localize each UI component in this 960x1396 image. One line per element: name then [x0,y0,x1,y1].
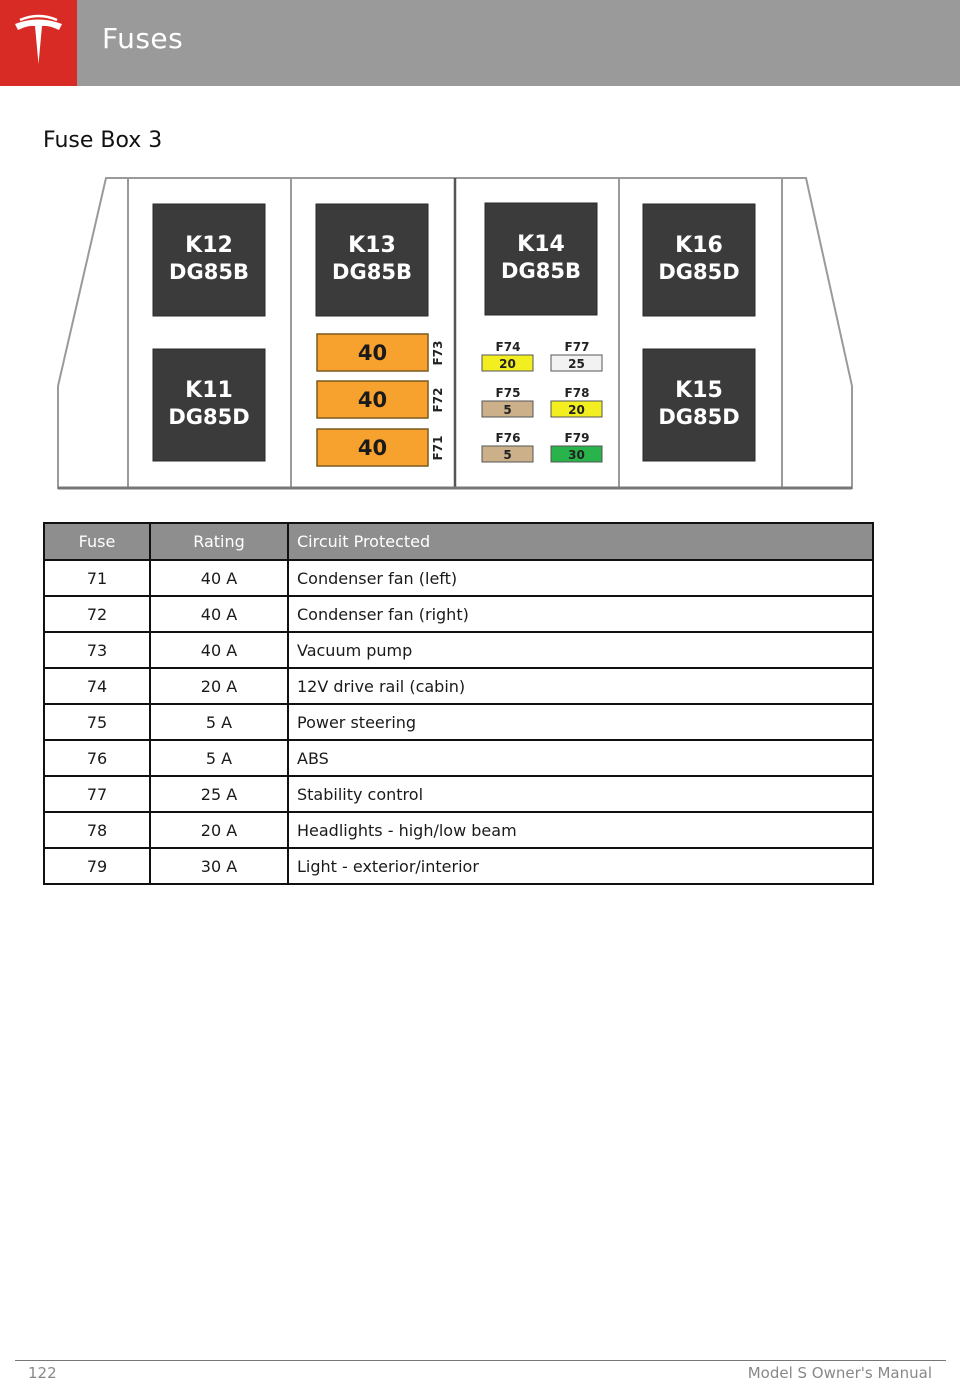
relay-part: DG85B [332,260,412,284]
relay-id: K14 [517,232,565,257]
relay-part: DG85D [658,405,740,429]
table-row [44,632,873,668]
fuse-id-label: F75 [495,386,521,400]
fuse-number: 78 [44,812,150,848]
fuse-id-label: F72 [431,387,445,413]
fuse-table [43,522,874,885]
footer-divider [15,1360,946,1361]
table-header-row [44,523,873,560]
fuse-f71 [317,429,445,466]
fuse-id-label: F76 [495,431,521,445]
fuse-rating-label: 40 [357,436,388,460]
circuit-protected: ABS [288,740,873,776]
table-row [44,848,873,884]
fuse-rating: 40 A [150,632,288,668]
table-row [44,704,873,740]
page-title: Fuses [102,22,184,55]
table-row [44,560,873,596]
table-row [44,596,873,632]
tesla-logo-icon [13,14,64,70]
page-header [0,0,960,86]
circuit-protected: 12V drive rail (cabin) [288,668,873,704]
fuse-id-label: F79 [564,431,590,445]
section-title: Fuse Box 3 [43,128,163,153]
fuse-box-diagram [56,176,856,492]
circuit-protected: Stability control [288,776,873,812]
fuse-rating-label: 5 [503,403,512,417]
fuse-rating-label: 40 [357,341,388,365]
fuse-rating-label: 5 [503,448,512,462]
relay-id: K16 [675,233,723,258]
fuse-rating: 40 A [150,596,288,632]
circuit-protected: Condenser fan (left) [288,560,873,596]
fuse-rating: 30 A [150,848,288,884]
relay-k15 [643,349,755,461]
relay-k16 [643,204,755,316]
relay-k12 [153,204,265,316]
table-row [44,776,873,812]
relay-id: K13 [348,233,396,258]
circuit-protected: Condenser fan (right) [288,596,873,632]
relay-part: DG85D [168,405,250,429]
relay-k11 [153,349,265,461]
relay-id: K15 [675,378,723,403]
fuse-number: 79 [44,848,150,884]
fuse-rating-label: 40 [357,388,388,412]
fuse-number: 73 [44,632,150,668]
fuse-id-label: F74 [495,340,521,354]
fuse-id-label: F78 [564,386,590,400]
fuse-id-label: F71 [431,435,445,461]
relay-part: DG85D [658,260,740,284]
fuse-rating-label: 30 [568,448,585,462]
fuse-rating: 40 A [150,560,288,596]
fuse-id-label: F73 [431,340,445,366]
relay-part: DG85B [501,259,581,283]
fuse-rating-label: 20 [499,357,516,371]
fuse-rating-label: 20 [568,403,585,417]
relay-part: DG85B [169,260,249,284]
fuse-rating: 25 A [150,776,288,812]
header-circuit: Circuit Protected [288,523,873,560]
fuse-rating: 20 A [150,668,288,704]
table-row [44,812,873,848]
relay-id: K12 [185,233,233,258]
fuse-number: 77 [44,776,150,812]
page-number: 122 [28,1364,57,1382]
circuit-protected: Light - exterior/interior [288,848,873,884]
fuse-rating: 20 A [150,812,288,848]
fuse-rating: 5 A [150,740,288,776]
fuse-number: 74 [44,668,150,704]
header-fuse: Fuse [44,523,150,560]
table-row [44,668,873,704]
relay-id: K11 [185,378,233,403]
fuse-number: 72 [44,596,150,632]
fuse-rating-label: 25 [568,357,585,371]
fuse-rating: 5 A [150,704,288,740]
relay-k13 [316,204,428,316]
table-row [44,740,873,776]
fuse-f72 [317,381,445,418]
header-rating: Rating [150,523,288,560]
fuse-number: 75 [44,704,150,740]
brand-logo-box [0,0,77,86]
circuit-protected: Headlights - high/low beam [288,812,873,848]
circuit-protected: Power steering [288,704,873,740]
circuit-protected: Vacuum pump [288,632,873,668]
fuse-number: 76 [44,740,150,776]
relay-k14 [485,203,597,315]
manual-name: Model S Owner's Manual [747,1364,932,1382]
fuse-number: 71 [44,560,150,596]
fuse-f73 [317,334,445,371]
fuse-id-label: F77 [564,340,590,354]
